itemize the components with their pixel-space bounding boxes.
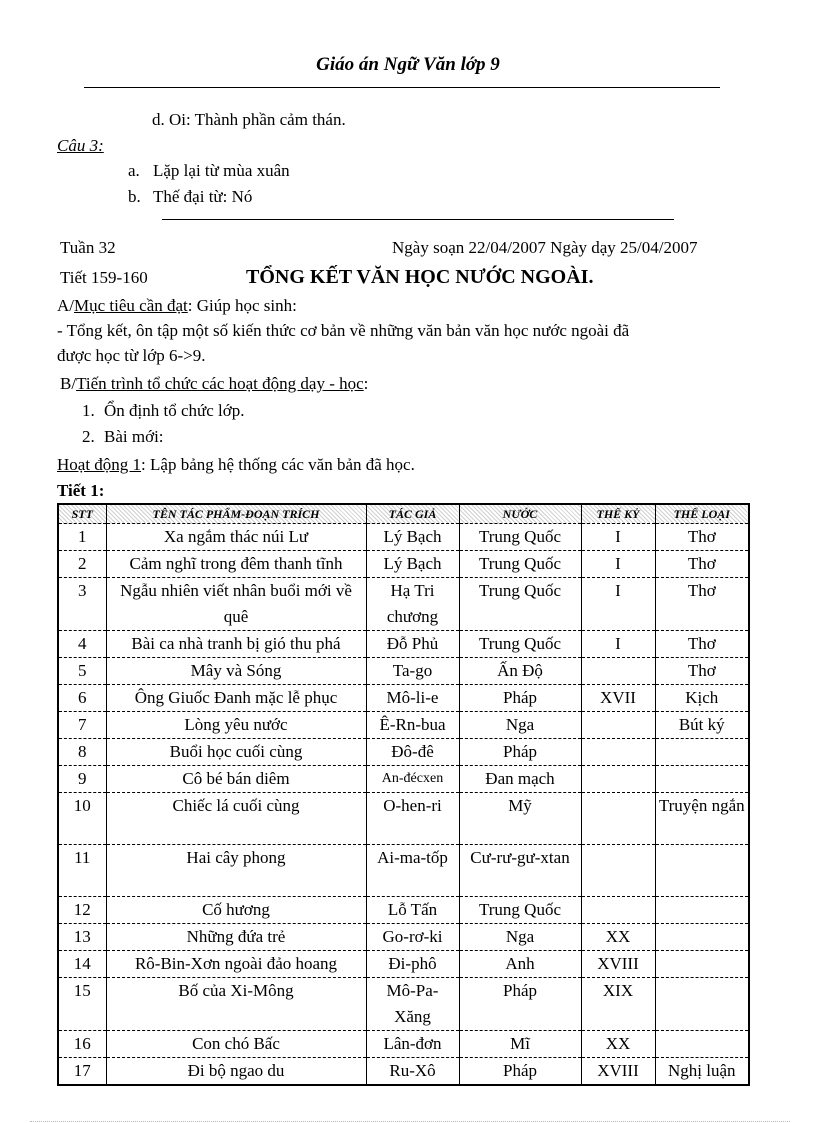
lesson-title: TỔNG KẾT VĂN HỌC NƯỚC NGOÀI. — [246, 266, 594, 288]
cell-stt: 3 — [58, 578, 106, 631]
literature-table — [57, 503, 750, 1086]
cell-author: Đô-đê — [366, 739, 459, 766]
cell-country: Ấn Độ — [459, 658, 581, 685]
answer-d-line: d. Oi: Thành phần cảm thán. — [152, 110, 346, 129]
cell-genre: Truyện ngắn — [655, 793, 749, 845]
cell-stt: 13 — [58, 924, 106, 951]
cell-century: XIX — [581, 978, 655, 1031]
cell-century — [581, 739, 655, 766]
cell-work-title: Xa ngắm thác núi Lư — [106, 524, 366, 551]
cell-author: Ru-Xô — [366, 1058, 459, 1086]
section-b-rest: : — [363, 374, 369, 393]
cell-genre: Thơ — [655, 631, 749, 658]
objectives-body-line-1: - Tổng kết, ôn tập một số kiến thức cơ bản về những văn bản văn học nước ngoài đã — [57, 321, 630, 340]
table-row — [58, 658, 749, 685]
cell-stt: 5 — [58, 658, 106, 685]
cell-author: Ai-ma-tốp — [366, 845, 459, 897]
cell-century: XVIII — [581, 951, 655, 978]
cell-stt: 11 — [58, 845, 106, 897]
cell-work-title: Mây và Sóng — [106, 658, 366, 685]
table-row — [58, 712, 749, 739]
step-2-marker: 2. — [82, 427, 95, 446]
cell-stt: 10 — [58, 793, 106, 845]
cell-century: XVII — [581, 685, 655, 712]
cell-genre: Kịch — [655, 685, 749, 712]
cell-stt: 1 — [58, 524, 106, 551]
cell-author: Go-rơ-ki — [366, 924, 459, 951]
section-a-prefix: A/ — [57, 296, 74, 315]
cell-author: Lý Bạch — [366, 551, 459, 578]
cell-century: I — [581, 578, 655, 631]
cell-century: XVIII — [581, 1058, 655, 1086]
cell-work-title: Những đứa trẻ — [106, 924, 366, 951]
cell-century — [581, 712, 655, 739]
cell-country: Trung Quốc — [459, 578, 581, 631]
cell-work-title: Bố của Xi-Mông — [106, 978, 366, 1031]
header-title: TÊN TÁC PHẨM-ĐOẠN TRÍCH — [106, 504, 366, 524]
step-2-text: Bài mới: — [104, 427, 164, 446]
cell-country: Đan mạch — [459, 766, 581, 793]
table-row — [58, 578, 749, 631]
header-divider — [84, 87, 720, 88]
table-row — [58, 951, 749, 978]
cell-century — [581, 897, 655, 924]
cell-country: Nga — [459, 712, 581, 739]
cell-century: XX — [581, 1031, 655, 1058]
cell-genre — [655, 1031, 749, 1058]
table-row — [58, 793, 749, 845]
table-row — [58, 631, 749, 658]
cell-genre: Thơ — [655, 658, 749, 685]
cell-work-title: Đi bộ ngao du — [106, 1058, 366, 1086]
cell-genre — [655, 951, 749, 978]
activity-text: : Lập bảng hệ thống các văn bản đã học. — [141, 455, 415, 474]
cell-author: An-đécxen — [366, 766, 459, 793]
table-header-row — [58, 504, 749, 524]
cell-work-title: Cảm nghĩ trong đêm thanh tĩnh — [106, 551, 366, 578]
cell-genre: Bút ký — [655, 712, 749, 739]
cell-author: Ê-Rn-bua — [366, 712, 459, 739]
table-body — [58, 524, 749, 1086]
cell-author: Lý Bạch — [366, 524, 459, 551]
page-bottom-border — [30, 1121, 790, 1122]
cell-genre — [655, 739, 749, 766]
cell-genre: Thơ — [655, 524, 749, 551]
tiet-1-label: Tiết 1: — [57, 481, 105, 500]
week-label: Tuần 32 — [60, 238, 116, 257]
activity-label: Hoạt động 1 — [57, 455, 142, 474]
cell-century — [581, 658, 655, 685]
cell-country: Mĩ — [459, 1031, 581, 1058]
cell-country: Nga — [459, 924, 581, 951]
cell-genre: Nghị luận — [655, 1058, 749, 1086]
cell-stt: 8 — [58, 739, 106, 766]
cell-author: Lỗ Tấn — [366, 897, 459, 924]
cell-century: I — [581, 551, 655, 578]
cell-genre: Thơ — [655, 551, 749, 578]
cell-genre — [655, 897, 749, 924]
table-row — [58, 924, 749, 951]
cell-stt: 14 — [58, 951, 106, 978]
table-row — [58, 1031, 749, 1058]
objectives-body-line-2: được học từ lớp 6->9. — [57, 346, 206, 365]
cell-century — [581, 793, 655, 845]
cell-country: Mỹ — [459, 793, 581, 845]
step-1-text: Ổn định tổ chức lớp. — [104, 401, 245, 420]
cell-work-title: Hai cây phong — [106, 845, 366, 897]
answer-a-text: Lặp lại từ mùa xuân — [153, 161, 290, 180]
cell-genre — [655, 978, 749, 1031]
cell-author: Đi-phô — [366, 951, 459, 978]
cell-stt: 2 — [58, 551, 106, 578]
step-1-marker: 1. — [82, 401, 95, 420]
activity-line — [57, 455, 415, 475]
table-row — [58, 739, 749, 766]
cell-work-title: Buổi học cuối cùng — [106, 739, 366, 766]
table-row — [58, 524, 749, 551]
cell-work-title: Ông Giuốc Đanh mặc lễ phục — [106, 685, 366, 712]
answer-a-marker: a. — [128, 161, 140, 180]
cell-work-title: Bài ca nhà tranh bị gió thu phá — [106, 631, 366, 658]
section-b-prefix: B/ — [60, 374, 77, 393]
table-row — [58, 685, 749, 712]
cell-country: Trung Quốc — [459, 631, 581, 658]
header-author: TÁC GIẢ — [366, 504, 459, 524]
cell-stt: 15 — [58, 978, 106, 1031]
cell-author: O-hen-ri — [366, 793, 459, 845]
cell-country: Pháp — [459, 1058, 581, 1086]
header-genre: THỂ LOẠI — [655, 504, 749, 524]
section-divider — [162, 219, 674, 220]
cell-country: Pháp — [459, 739, 581, 766]
objectives-line — [57, 296, 297, 316]
cell-stt: 17 — [58, 1058, 106, 1086]
page-header-title: Giáo án Ngữ Văn lớp 9 — [316, 54, 500, 75]
table-row — [58, 897, 749, 924]
cell-author: Lân-đơn — [366, 1031, 459, 1058]
cell-stt: 12 — [58, 897, 106, 924]
period-label: Tiết 159-160 — [60, 268, 148, 287]
table-row — [58, 845, 749, 897]
cell-stt: 7 — [58, 712, 106, 739]
section-b-heading: Tiến trình tổ chức các hoạt động dạy - học — [76, 374, 364, 393]
cell-genre: Thơ — [655, 578, 749, 631]
cell-stt: 4 — [58, 631, 106, 658]
cell-stt: 9 — [58, 766, 106, 793]
cell-century — [581, 766, 655, 793]
cell-century: XX — [581, 924, 655, 951]
table-row — [58, 978, 749, 1031]
cell-century: I — [581, 524, 655, 551]
cell-country: Trung Quốc — [459, 897, 581, 924]
process-line — [60, 374, 368, 394]
table-row — [58, 766, 749, 793]
cell-work-title: Rô-Bin-Xơn ngoài đảo hoang — [106, 951, 366, 978]
table-row — [58, 551, 749, 578]
cell-work-title: Chiếc lá cuối cùng — [106, 793, 366, 845]
table-row — [58, 1058, 749, 1086]
cell-work-title: Con chó Bấc — [106, 1031, 366, 1058]
answer-b-marker: b. — [128, 187, 141, 206]
cell-country: Trung Quốc — [459, 524, 581, 551]
cell-stt: 16 — [58, 1031, 106, 1058]
cell-author: Mô-li-e — [366, 685, 459, 712]
cell-work-title: Ngẫu nhiên viết nhân buổi mới về quê — [106, 578, 366, 631]
cell-work-title: Cô bé bán diêm — [106, 766, 366, 793]
answer-b-text: Thế đại từ: Nó — [153, 187, 253, 206]
cell-century: I — [581, 631, 655, 658]
cell-author: Đỗ Phủ — [366, 631, 459, 658]
cell-century — [581, 845, 655, 897]
cell-country: Trung Quốc — [459, 551, 581, 578]
cell-work-title: Cố hương — [106, 897, 366, 924]
lesson-dates: Ngày soạn 22/04/2007 Ngày dạy 25/04/2007 — [392, 238, 698, 257]
header-stt: STT — [58, 504, 106, 524]
section-a-heading: Mục tiêu cần đạt — [74, 296, 188, 315]
cau-3-label: Câu 3: — [57, 136, 104, 155]
cell-work-title: Lòng yêu nước — [106, 712, 366, 739]
cell-genre — [655, 845, 749, 897]
cell-country: Pháp — [459, 685, 581, 712]
cell-country: Anh — [459, 951, 581, 978]
cell-genre — [655, 924, 749, 951]
cell-genre — [655, 766, 749, 793]
section-a-rest: : Giúp học sinh: — [187, 296, 297, 315]
cell-author: Hạ Tri chương — [366, 578, 459, 631]
cell-country: Cư-rư-gư-xtan — [459, 845, 581, 897]
header-century: THẾ KỶ — [581, 504, 655, 524]
cell-stt: 6 — [58, 685, 106, 712]
cell-author: Mô-Pa-Xăng — [366, 978, 459, 1031]
cell-author: Ta-go — [366, 658, 459, 685]
header-country: NƯỚC — [459, 504, 581, 524]
cell-country: Pháp — [459, 978, 581, 1031]
